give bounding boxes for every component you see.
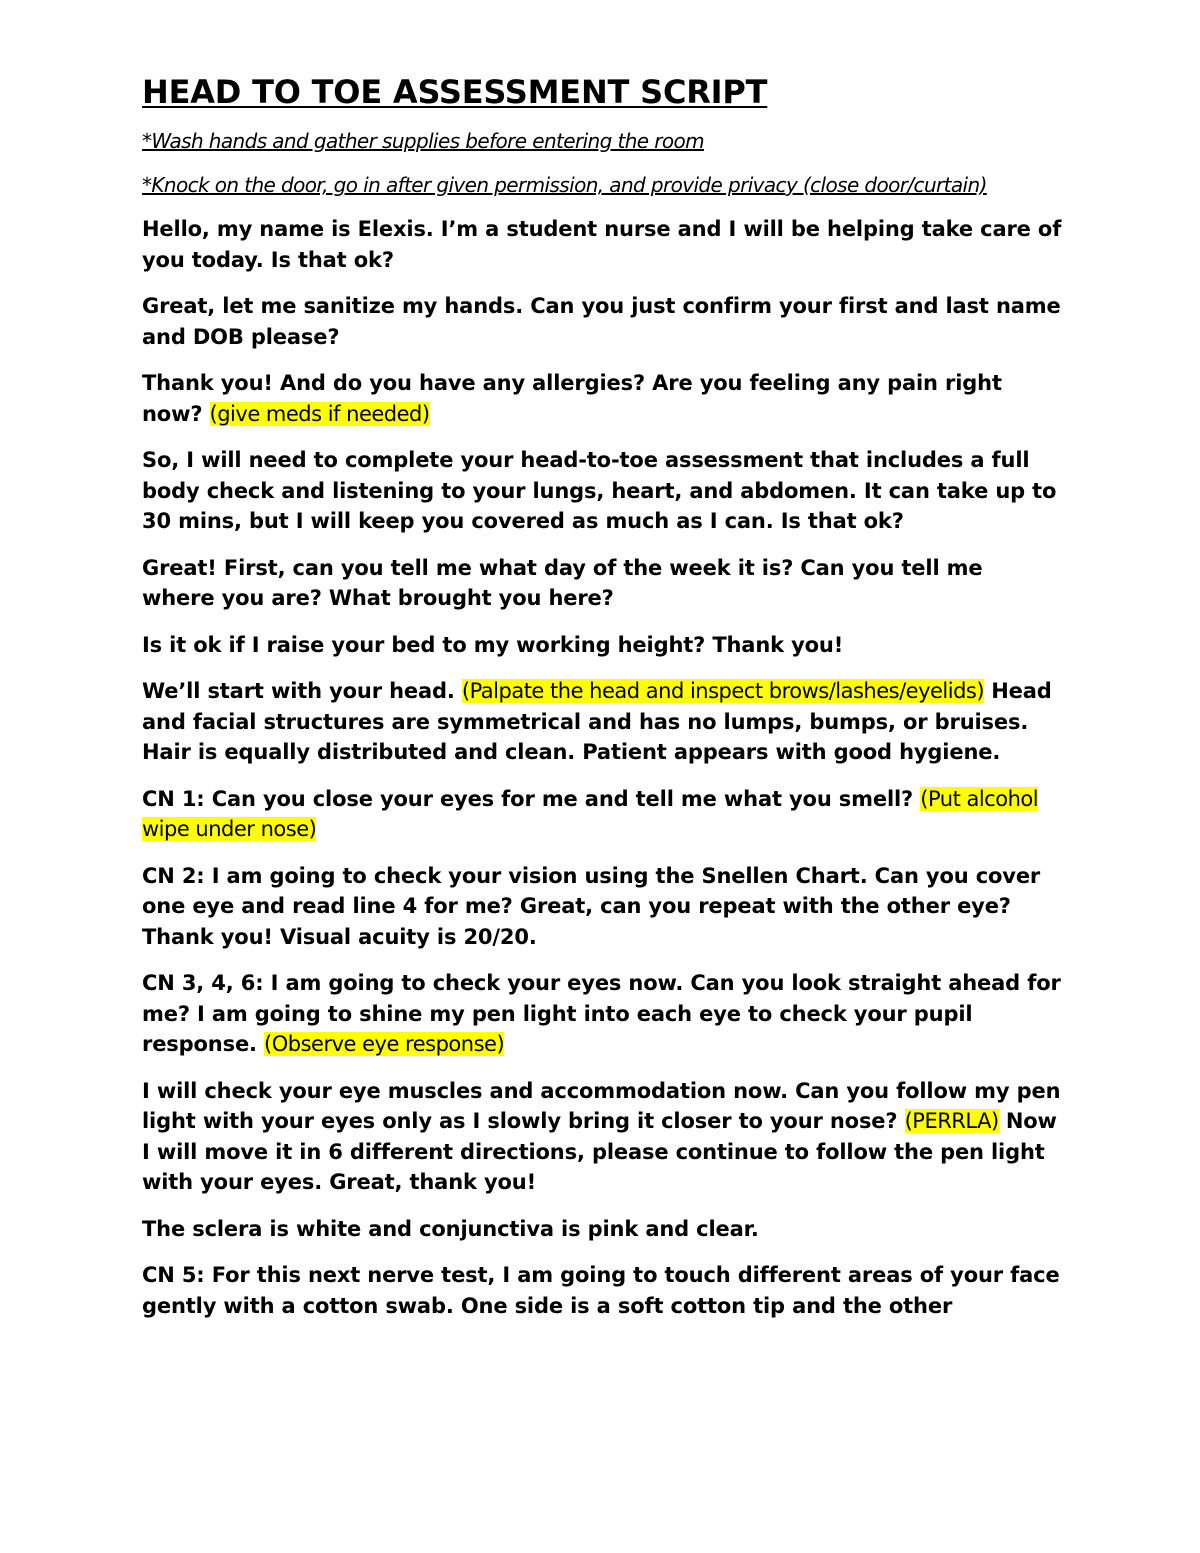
paragraph-text: So, I will need to complete your head-to-toe assessment that includes a full body check and listening to your lungs, heart, and abdomen. It can take up to 30 mins, but I will keep you covered as much as I can. Is that ok? [142,448,1057,533]
paragraph-text: CN 5: For this next nerve test, I am going to touch different areas of your face gently with a cotton swab. One side is a soft cotton tip and the other [142,1263,1060,1318]
script-paragraph [142,784,1062,845]
paragraph-text: I will check your eye muscles and accommodation now. Can you follow my pen light with your eyes only as I slowly bring it closer to your nose? [142,1078,1061,1133]
script-paragraph [142,1214,1062,1245]
document-title: HEAD TO TOE ASSESSMENT SCRIPT [142,73,768,111]
paragraph-text: Great, let me sanitize my hands. Can you just confirm your first and last name and DOB please? [142,294,1061,349]
script-paragraph [142,291,1062,352]
highlighted-instruction: (give meds if needed) [209,401,430,426]
paragraph-text: Head and facial structures are symmetrical and has no lumps, bumps, or bruises. Hair is equally distributed and clean. Patient appears with good hygiene. [142,679,1052,764]
script-paragraph [142,553,1062,614]
paragraph-text: Thank you! And do you have any allergies? Are you feeling any pain right now? [142,371,1002,426]
paragraph-text: We’ll start with your head. [142,679,462,703]
script-paragraph [142,861,1062,953]
instruction-note: *Wash hands and gather supplies before entering the room [142,129,705,153]
paragraph-text: CN 3, 4, 6: I am going to check your eyes now. Can you look straight ahead for me? I am going to shine my pen light into each eye to check your pupil response. [142,971,1061,1056]
paragraph-text: Is it ok if I raise your bed to my working height? Thank you! [142,632,844,657]
script-paragraph [142,676,1062,768]
document-page [142,72,1062,1337]
paragraph-text: CN 2: I am going to check your vision using the Snellen Chart. Can you cover one eye and read line 4 for me? Great, can you repeat with the other eye? Thank you! Visual acuity is 20/20. [142,863,1041,949]
paragraph-text: Now I will move it in 6 different directions, please continue to follow the pen light with your eyes. Great, thank you! [142,1109,1057,1194]
highlighted-instruction: (Observe eye response) [264,1032,505,1056]
script-paragraph [142,1260,1062,1321]
paragraph-text: Hello, my name is Elexis. I’m a student nurse and I will be helping take care of you today. Is that ok? [142,217,1062,272]
paragraph-text: CN 1: Can you close your eyes for me and tell me what you smell? [142,786,921,811]
script-paragraph [142,368,1062,429]
script-paragraph [142,445,1062,537]
paragraph-text: The sclera is white and conjunctiva is pink and clear. [142,1216,759,1241]
highlighted-instruction: (PERRLA) [904,1109,999,1133]
highlighted-instruction: (Palpate the head and inspect brows/lashes/eyelids) [461,679,985,703]
script-paragraph [142,630,1062,661]
instruction-note: *Knock on the door, go in after given permission, and provide privacy (close door/curtain) [142,173,987,197]
script-paragraph [142,968,1062,1060]
highlighted-instruction: (Put alcohol wipe under nose) [142,786,1039,841]
script-paragraph [142,1076,1062,1198]
script-paragraph [142,214,1062,275]
paragraph-text: Great! First, can you tell me what day of the week it is? Can you tell me where you are? What brought you here? [142,555,983,610]
